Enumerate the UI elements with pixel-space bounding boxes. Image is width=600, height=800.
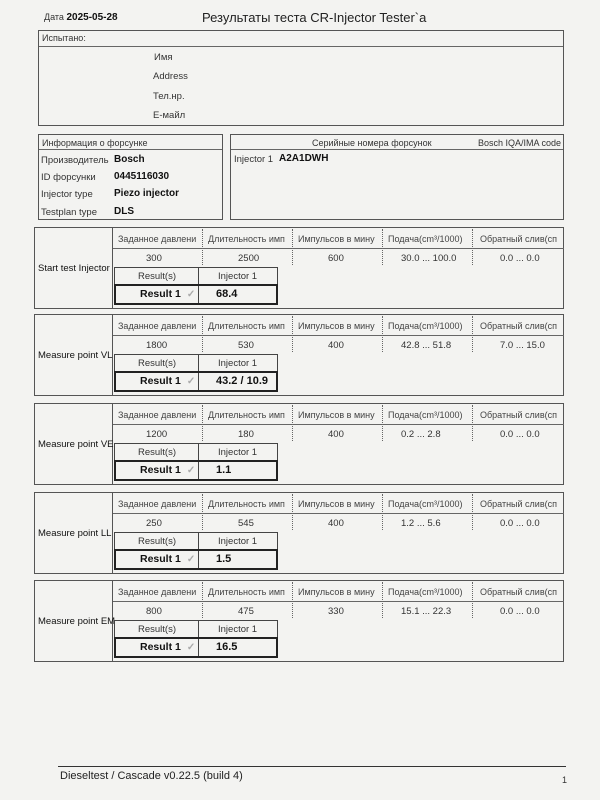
- result-value: 16.5: [216, 641, 238, 653]
- col-header-pressure: Заданное давлени: [118, 410, 197, 420]
- result-row: [114, 284, 278, 305]
- value-pressure: 250: [146, 518, 162, 529]
- value-pulses: 400: [328, 340, 344, 351]
- col-header-delivery: Подача(cm³/1000): [388, 321, 463, 331]
- result-row: [114, 637, 278, 658]
- col-header-duration: Длительность имп: [208, 234, 285, 244]
- info-value-testplan: DLS: [114, 206, 134, 217]
- tested-label: Испытано:: [42, 33, 86, 43]
- result-value: 1.5: [216, 553, 232, 565]
- col-header-pulses: Импульсов в мину: [298, 587, 375, 597]
- value-delivery: 1.2 ... 5.6: [401, 518, 441, 529]
- injector-info-title: Информация о форсунке: [42, 138, 148, 148]
- value-pulses: 400: [328, 518, 344, 529]
- check-icon: ✓: [186, 465, 196, 476]
- serials-code-title: Bosch IQA/IMA code: [478, 138, 562, 148]
- value-duration: 180: [238, 429, 254, 440]
- footer-divider: [58, 766, 566, 767]
- tested-field-phone: Тел.нр.: [153, 91, 185, 102]
- col-header-return: Обратный слив(сп: [480, 321, 557, 331]
- value-return: 0.0 ... 0.0: [500, 518, 540, 529]
- value-return: 0.0 ... 0.0: [500, 606, 540, 617]
- date-label: Дата 2025-05-28: [44, 12, 118, 23]
- value-pressure: 300: [146, 253, 162, 264]
- col-header-duration: Длительность имп: [208, 499, 285, 509]
- serials-title: Серийные номера форсунок: [312, 138, 432, 148]
- results-label: Result(s): [138, 624, 177, 635]
- col-header-pressure: Заданное давлени: [118, 321, 197, 331]
- test-name: Measure point LL: [38, 528, 112, 539]
- check-icon: ✓: [186, 642, 196, 653]
- col-header-pressure: Заданное давлени: [118, 587, 197, 597]
- value-delivery: 30.0 ... 100.0: [401, 253, 457, 264]
- value-return: 7.0 ... 15.0: [500, 340, 545, 351]
- col-header-pressure: Заданное давлени: [118, 234, 197, 244]
- value-duration: 545: [238, 518, 254, 529]
- result1-label: Result 1 ✓: [140, 464, 196, 476]
- check-icon: ✓: [186, 376, 196, 387]
- col-header-return: Обратный слив(сп: [480, 499, 557, 509]
- info-label-manufacturer: Производитель: [41, 155, 109, 166]
- results-label: Result(s): [138, 536, 177, 547]
- value-duration: 2500: [238, 253, 260, 264]
- check-icon: ✓: [186, 289, 196, 300]
- report-title: Результаты теста CR-Injector Tester`a: [202, 10, 427, 25]
- result-row: [114, 549, 278, 570]
- results-injector-label: Injector 1: [218, 624, 258, 635]
- result-value: 43.2 / 10.9: [216, 375, 268, 387]
- col-header-delivery: Подача(cm³/1000): [388, 410, 463, 420]
- col-header-duration: Длительность имп: [208, 587, 285, 597]
- info-value-type: Piezo injector: [114, 188, 180, 199]
- tested-field-address: Address: [153, 71, 188, 82]
- col-header-pulses: Импульсов в мину: [298, 234, 375, 244]
- serial-injector-label: Injector 1: [234, 154, 274, 165]
- test-name: Measure point EM: [38, 616, 116, 627]
- date-value: 2025-05-28: [66, 12, 118, 23]
- info-label-id: ID форсунки: [41, 172, 96, 183]
- results-injector-label: Injector 1: [218, 447, 258, 458]
- result-row: [114, 460, 278, 481]
- result1-label: Result 1 ✓: [140, 641, 196, 653]
- result1-label: Result 1 ✓: [140, 553, 196, 565]
- value-pressure: 1800: [146, 340, 168, 351]
- results-injector-label: Injector 1: [218, 536, 258, 547]
- col-header-duration: Длительность имп: [208, 321, 285, 331]
- value-pulses: 400: [328, 429, 344, 440]
- footer-software: Dieseltest / Cascade v0.22.5 (build 4): [60, 770, 243, 782]
- result1-label: Result 1 ✓: [140, 288, 196, 300]
- tested-field-email: E-майл: [153, 110, 186, 121]
- results-label: Result(s): [138, 271, 177, 282]
- value-pressure: 800: [146, 606, 162, 617]
- col-header-return: Обратный слив(сп: [480, 587, 557, 597]
- info-value-id: 0445116030: [114, 171, 170, 182]
- value-delivery: 15.1 ... 22.3: [401, 606, 452, 617]
- footer-page-number: 1: [562, 775, 568, 785]
- col-header-delivery: Подача(cm³/1000): [388, 499, 463, 509]
- value-pressure: 1200: [146, 429, 168, 440]
- serial-injector-value: A2A1DWH: [279, 153, 329, 164]
- result1-label: Result 1 ✓: [140, 375, 196, 387]
- value-duration: 530: [238, 340, 254, 351]
- value-delivery: 0.2 ... 2.8: [401, 429, 441, 440]
- col-header-delivery: Подача(cm³/1000): [388, 587, 463, 597]
- col-header-return: Обратный слив(сп: [480, 410, 557, 420]
- tested-field-name: Имя: [154, 52, 173, 63]
- col-header-pulses: Импульсов в мину: [298, 321, 375, 331]
- tested-box: [38, 30, 564, 126]
- info-label-testplan: Testplan type: [41, 207, 97, 218]
- results-label: Result(s): [138, 447, 177, 458]
- value-duration: 475: [238, 606, 254, 617]
- col-header-pulses: Импульсов в мину: [298, 499, 375, 509]
- value-return: 0.0 ... 0.0: [500, 429, 540, 440]
- test-name: Measure point VE: [38, 439, 114, 450]
- result-value: 68.4: [216, 288, 238, 300]
- value-pulses: 330: [328, 606, 344, 617]
- check-icon: ✓: [186, 554, 196, 565]
- value-return: 0.0 ... 0.0: [500, 253, 540, 264]
- col-header-return: Обратный слив(сп: [480, 234, 557, 244]
- results-injector-label: Injector 1: [218, 358, 258, 369]
- col-header-delivery: Подача(cm³/1000): [388, 234, 463, 244]
- result-value: 1.1: [216, 464, 232, 476]
- info-value-manufacturer: Bosch: [114, 154, 145, 165]
- col-header-duration: Длительность имп: [208, 410, 285, 420]
- test-name: Start test Injector: [38, 263, 110, 274]
- value-pulses: 600: [328, 253, 344, 264]
- results-label: Result(s): [138, 358, 177, 369]
- col-header-pressure: Заданное давлени: [118, 499, 197, 509]
- col-header-pulses: Импульсов в мину: [298, 410, 375, 420]
- info-label-type: Injector type: [41, 189, 93, 200]
- results-injector-label: Injector 1: [218, 271, 258, 282]
- test-name: Measure point VL: [38, 350, 113, 361]
- value-delivery: 42.8 ... 51.8: [401, 340, 452, 351]
